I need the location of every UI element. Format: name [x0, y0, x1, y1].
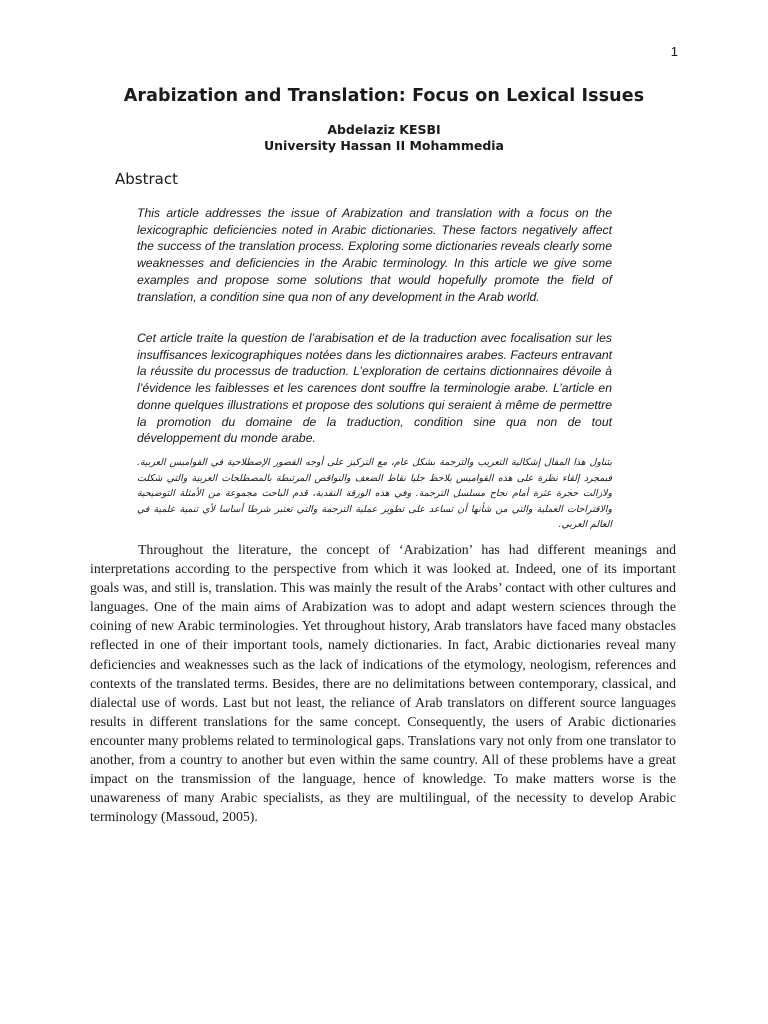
- author-name: Abdelaziz KESBI: [327, 122, 441, 137]
- body-paragraph: Throughout the literature, the concept of ‘Arabization’ has had different meanings and interpretations according to the perspective from which it was looked at. Indeed, one of its important goals was, and still is, translation. This was mainly the result of the Arabs’ contact with other cultures and languages. One of the main aims of Arabization was to adopt and adapt western sciences through the coining of new Arabic terminologies. Yet throughout history, Arab translators have faced many obstacles reflected in one of their important tools, namely dictionaries. In fact, Arabic dictionaries reveal many deficiencies and weaknesses such as the lack of indications of the etymology, neologism, references and contexts of the translated terms. Besides, there are no delimitations between contemporary, classical, and dialectal use of words. Last but not least, the reliance of Arab translators on different source languages results in different translations for the same concept. Consequently, the users of Arabic dictionaries encounter many problems related to terminological gaps. Translations vary not only from one translator to another, from a country to another but even within the same country. All of these problems have a great impact on the transmission of the language, hence of knowledge. To make matters worse is the unawareness of many Arabic specialists, as they are multilingual, of the necessity to develop Arabic terminology (Massoud, 2005).: [90, 542, 676, 825]
- abstract-english: This article addresses the issue of Arabization and translation with a focus on the lexicographic deficiencies noted in Arabic dictionaries. These factors negatively affect the success of the translation process. Exploring some dictionaries reveals clearly some weaknesses and deficiencies in the Arabic terminology. In this article we give some examples and propose some solutions that would hopefully promote the field of translation, a condition sine qua non of any development in the Arab world.: [137, 206, 612, 304]
- author-affiliation: University Hassan II Mohammedia: [264, 138, 504, 153]
- paper-title: Arabization and Translation: Focus on Lexical Issues: [123, 86, 645, 106]
- abstract-heading: Abstract: [115, 170, 178, 188]
- abstract-arabic: يتناول هذا المقال إشكالية التعريب والترجمة بشكل عام، مع التركيز على أوجه القصور الإصطلاحية في القواميس العربية. فبمجرد إلقاء نظرة على هذه القواميس يلاحظ جليا نقاط الضعف والنواقص المرتبطة بالمصطلحات العربية والتي شكلت ولازالت حجرة عثرة أمام نجاح مسلسل الترجمة. وفي هذه الورقة النقدية، قدم الباحث مجموعة من الأمثلة التوضيحية والاقتراحات العملية والتي من شأنها أن تساعد على تطوير عملية الترجمة والتي تعتبر شرطا أساسا لأي تنمية علمية في العالم العربي.: [137, 457, 612, 530]
- page-number: 1: [670, 44, 678, 59]
- abstract-french: Cet article traite la question de l’arabisation et de la traduction avec focalisation sur les insuffisances lexicographiques notées dans les dictionnaires arabes. Facteurs entravant la réussite du processus de traduction. L’exploration de certains dictionnaires dévoile à l’évidence les faiblesses et les carences dont souffre la terminologie arabe. L’article en donne quelques illustrations et propose des solutions qui seraient à même de permettre la promotion du domaine de la traduction, condition sine qua non de tout développement du monde arabe.: [137, 331, 612, 446]
